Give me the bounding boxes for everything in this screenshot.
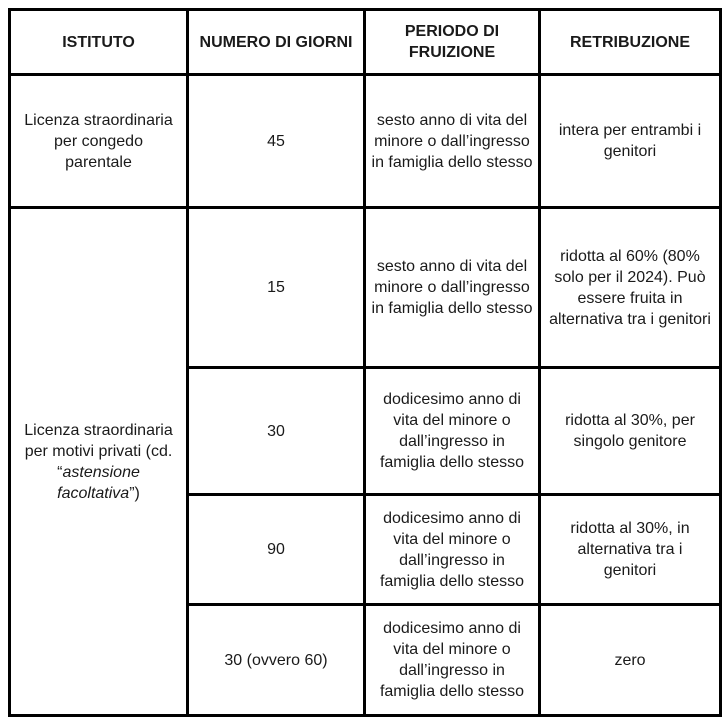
cell-periodo: dodicesimo anno di vita del minore o dall’ingresso in famiglia dello stesso [365,605,540,716]
istituto-text: Licenza straordinaria per motivi privati (cd. “ [24,421,173,481]
cell-retribuzione: ridotta al 30%, per singolo genitore [540,368,721,495]
cell-retribuzione: ridotta al 30%, in alternativa tra i genitori [540,495,721,605]
cell-istituto [10,208,188,716]
cell-periodo: dodicesimo anno di vita del minore o dall’ingresso in famiglia dello stesso [365,495,540,605]
header-istituto: ISTITUTO [10,10,188,75]
cell-istituto: Licenza straordinaria per congedo parentale [10,75,188,208]
cell-giorni: 45 [188,75,365,208]
cell-periodo: dodicesimo anno di vita del minore o dall’ingresso in famiglia dello stesso [365,368,540,495]
header-periodo-di-fruizione: PERIODO DI FRUIZIONE [365,10,540,75]
leave-table [8,8,722,717]
cell-giorni: 30 (ovvero 60) [188,605,365,716]
header-numero-di-giorni: NUMERO DI GIORNI [188,10,365,75]
cell-giorni: 30 [188,368,365,495]
header-row [10,10,721,75]
istituto-suffix-text: ”) [129,484,140,502]
table-row [10,208,721,368]
cell-retribuzione: zero [540,605,721,716]
cell-periodo: sesto anno di vita del minore o dall’ingresso in famiglia dello stesso [365,208,540,368]
istituto-italic-text: astensione facoltativa [57,463,140,502]
cell-giorni: 90 [188,495,365,605]
cell-giorni: 15 [188,208,365,368]
table-row [10,75,721,208]
cell-periodo: sesto anno di vita del minore o dall’ingresso in famiglia dello stesso [365,75,540,208]
cell-retribuzione: ridotta al 60% (80% solo per il 2024). Può essere fruita in alternativa tra i genitori [540,208,721,368]
header-retribuzione: RETRIBUZIONE [540,10,721,75]
cell-retribuzione: intera per entrambi i genitori [540,75,721,208]
